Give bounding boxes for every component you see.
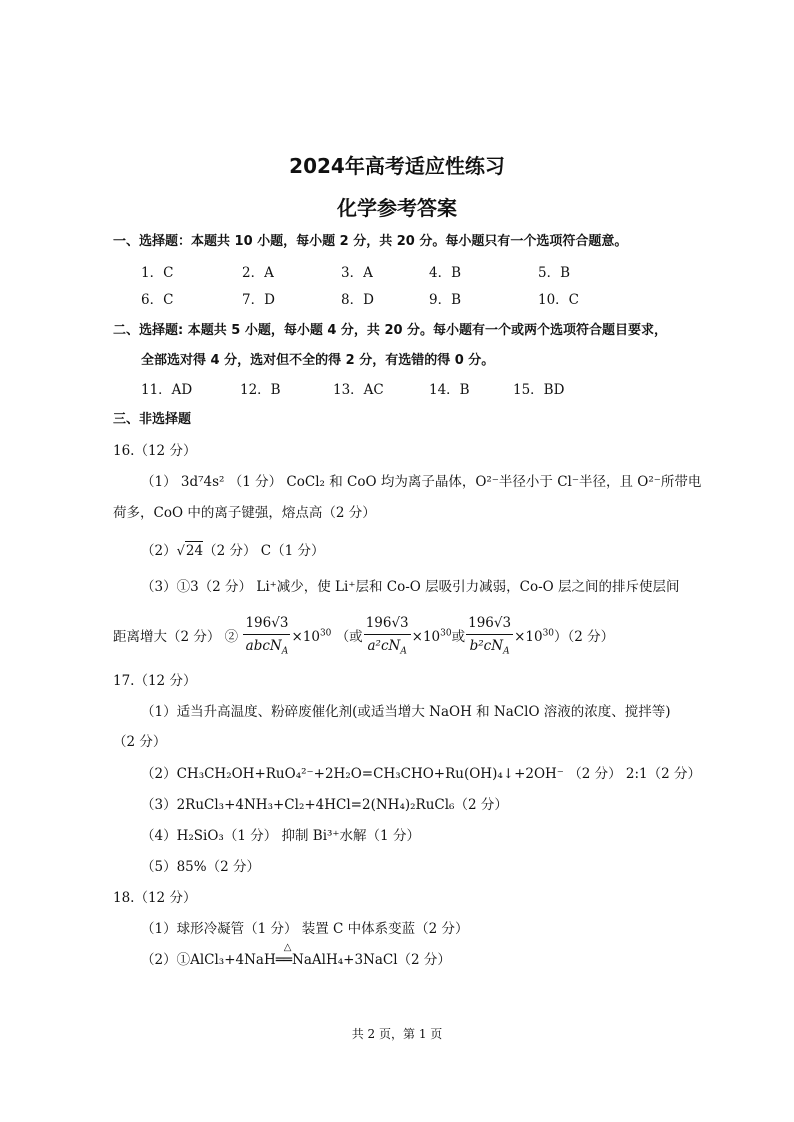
answer-6: 6．C — [141, 292, 174, 308]
q18-heading: 18.（12 分） — [113, 890, 197, 906]
section3-header: 三、非选择题 — [113, 412, 192, 427]
q17-part4: （4）H₂SiO₃（1 分） 抑制 Bi³⁺水解（1 分） — [141, 828, 420, 844]
answer-14: 14．B — [429, 382, 470, 398]
q17-heading: 17.（12 分） — [113, 673, 197, 689]
answer-11: 11．AD — [141, 382, 193, 398]
fraction-2: $\frac{196√3}{a^2cN_A}$ — [364, 612, 411, 663]
fraction-1: $\frac{196√3}{abcN_A}$ — [243, 612, 290, 663]
q16-part3-line2: 距离增大（2 分） ② $\frac{196√3}{abcN_A}$ $\times 10^{30}$ （或 $\frac{196√3}{a^2cN_A}$ $\times 10^{30}$或 $\frac{196√3}{b^2cN_A}$ $\times 10^{30})(2$ 分） — [113, 612, 614, 663]
q17-part1-line2: （2 分） — [113, 734, 167, 750]
q16-part1-line1: （1） 3d⁷4s² （1 分） CoCl₂ 和 CoO 均为离子晶体，O²⁻半径小于 Cl⁻半径，且 O²⁻所带电 — [141, 474, 702, 490]
q16-part3-line1: （3）①3（2 分） Li⁺减少，使 Li⁺层和 Co-O 层吸引力减弱，Co-O 层之间的排斥使层间 — [141, 579, 680, 595]
answer-9: 9．B — [429, 292, 462, 308]
q16-part2: （2）√24（2 分） C（1 分） — [141, 543, 325, 559]
q18-part1: （1）球形冷凝管（1 分） 装置 C 中体系变蓝（2 分） — [141, 921, 469, 937]
answer-15: 15．BD — [513, 382, 565, 398]
answer-1: 1．C — [141, 265, 174, 281]
answer-10: 10．C — [538, 292, 580, 308]
answer-13: 13．AC — [333, 382, 384, 398]
section1-header: 一、选择题：本题共 10 小题，每小题 2 分，共 20 分。每小题只有一个选项符合题意。 — [113, 234, 628, 249]
page-title: 2024年高考适应性练习 — [289, 154, 505, 178]
section2-header-line1: 二、选择题: 本题共 5 小题，每小题 4 分，共 20 分。每小题有一个或两个选项符合题目要求， — [113, 323, 668, 338]
answer-2: 2．A — [242, 265, 274, 281]
answer-5: 5．B — [538, 265, 571, 281]
q17-part3: （3）2RuCl₃+4NH₃+Cl₂+4HCl=2(NH₄)₂RuCl₆（2 分） — [141, 797, 508, 813]
q17-part2: （2）CH₃CH₂OH+RuO₄²⁻+2H₂O=CH₃CHO+Ru(OH)₄↓+2OH⁻ （2 分） 2:1（2 分） — [141, 766, 701, 782]
answer-8: 8．D — [341, 292, 374, 308]
sqrt-value: 24 — [185, 543, 204, 559]
q17-part1-line1: （1）适当升高温度、粉碎废催化剂(或适当增大 NaOH 和 NaClO 溶液的浓度、搅拌等) — [141, 704, 671, 720]
fraction-3: $\frac{196√3}{b^2cN_A}$ — [466, 612, 513, 663]
q16-heading: 16.（12 分） — [113, 443, 197, 459]
answer-7: 7．D — [242, 292, 275, 308]
answer-4: 4．B — [429, 265, 462, 281]
q17-part5: （5）85%（2 分） — [141, 859, 260, 875]
answer-12: 12．B — [240, 382, 281, 398]
q16-part1-line2: 荷多，CoO 中的离子键强，熔点高（2 分） — [113, 505, 376, 521]
q18-part2: （2）①AlCl₃+4NaH △ ══NaAlH₄+3NaCl（2 分） — [141, 942, 451, 968]
page-subtitle: 化学参考答案 — [337, 196, 457, 220]
page-footer: 共 2 页，第 1 页 — [351, 1027, 443, 1041]
heat-condition-arrow: △ ══ — [275, 942, 293, 968]
answer-3: 3．A — [341, 265, 373, 281]
section2-header-line2: 全部选对得 4 分，选对但不全的得 2 分，有选错的得 0 分。 — [141, 353, 495, 368]
